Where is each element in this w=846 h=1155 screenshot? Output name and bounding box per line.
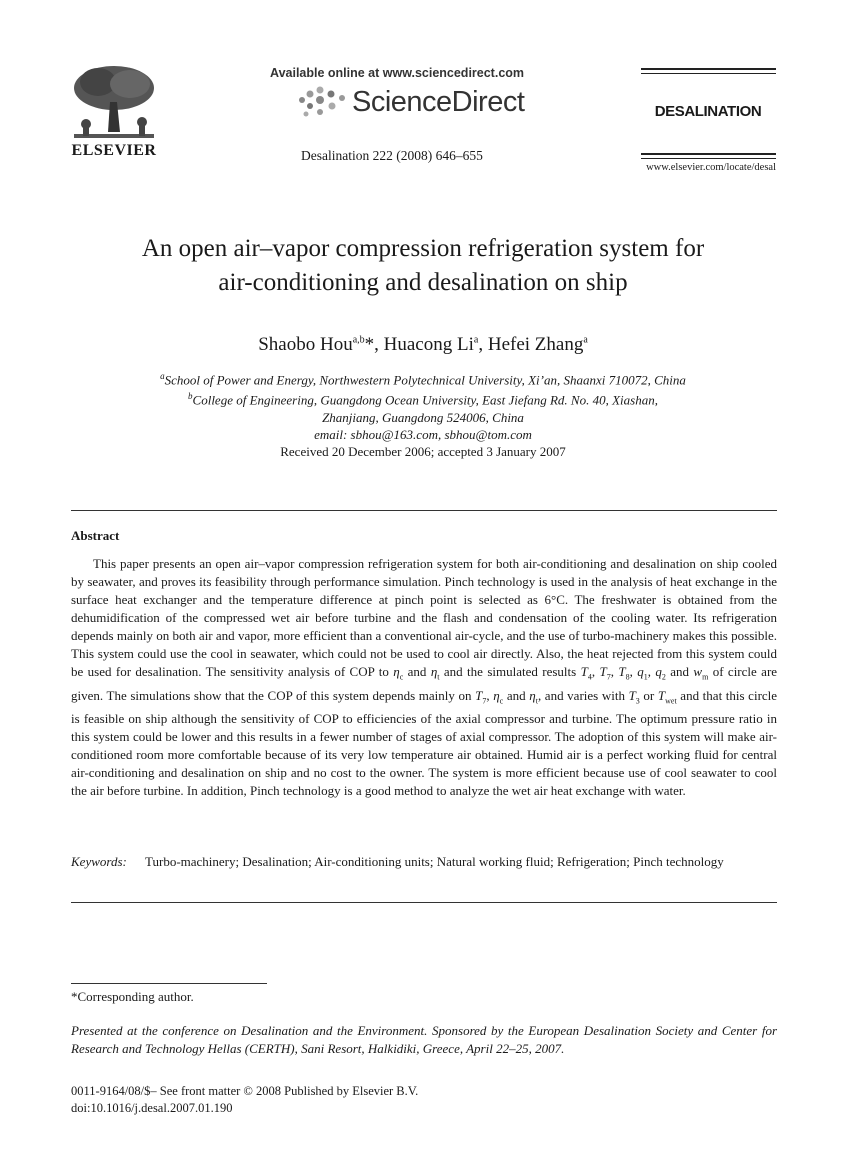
symbol: q bbox=[655, 664, 662, 679]
subscript: c bbox=[499, 696, 504, 706]
subscript: 1 bbox=[643, 672, 648, 682]
elsevier-tree-icon bbox=[64, 62, 164, 140]
affiliation-b-cont: Zhanjiang, Guangdong 524006, China bbox=[322, 409, 524, 425]
sciencedirect-wordmark: ScienceDirect bbox=[352, 86, 525, 118]
author-affil-sup: a bbox=[473, 334, 479, 346]
journal-rule-bottom bbox=[641, 153, 776, 155]
affil-b-sup: b bbox=[188, 391, 193, 402]
abstract-heading: Abstract bbox=[71, 528, 120, 543]
subscript: wet bbox=[665, 696, 677, 706]
title-line-1: An open air–vapor compression refrigeration system for bbox=[141, 235, 705, 262]
journal-url[interactable]: www.elsevier.com/locate/desal bbox=[646, 162, 776, 173]
symbol: q bbox=[637, 664, 644, 679]
keywords-label: Keywords: bbox=[71, 854, 127, 869]
author-name: Hefei Zhang bbox=[487, 334, 584, 355]
affiliation-b: College of Engineering, Guangdong Ocean University, East Jiefang Rd. No. 40, Xiashan, bbox=[192, 392, 658, 408]
elsevier-logo bbox=[64, 62, 164, 162]
symbol: T bbox=[580, 664, 588, 679]
subscript: 3 bbox=[635, 696, 640, 706]
journal-rule-top-thin bbox=[641, 73, 776, 74]
abstract-text: or bbox=[643, 687, 655, 703]
subscript: 4 bbox=[587, 672, 592, 682]
abstract-text: , and varies with bbox=[537, 687, 629, 703]
issn-block bbox=[71, 1083, 418, 1117]
doi-line[interactable]: doi:10.1016/j.desal.2007.01.190 bbox=[71, 1101, 233, 1115]
abstract-text: This paper presents an open air–vapor compression refrigeration system for both air-conditioning and desalination on ship cooled by seawater, and proves its feasibility through performance simulation. Pinch technology is used in the analysis of heat exchange in the surface heat exchanger and the temperature difference at pinch point is selected as 6°C. The freshwater is obtained from the dehumidification of the compressed wet air before turbine and the flash and condensation of the cooling water. Its refrigeration depends mainly on both air and vapor, more efficient than a conventional air-cycle, and the use of turbo-machinery makes this possible. This system could use the cool in seawater, which could not be used to cool air directly. Also, the heat rejected from this system could be used for desalination. The sensitivity analysis of COP to bbox=[71, 556, 777, 679]
abstract-text: and bbox=[407, 664, 427, 679]
journal-rule-top bbox=[641, 68, 776, 70]
subscript: t bbox=[535, 696, 538, 706]
subscript: m bbox=[702, 672, 709, 682]
symbol: T bbox=[475, 687, 483, 703]
publisher-name: ELSEVIER bbox=[71, 142, 157, 159]
symbol: T bbox=[599, 664, 607, 679]
symbol: w bbox=[693, 664, 703, 679]
journal-reference: Desalination 222 (2008) 646–655 bbox=[301, 148, 483, 163]
author-affil-sup: a bbox=[583, 334, 588, 346]
author-affil-sup: a,b bbox=[352, 334, 365, 346]
journal-name: DESALINATION bbox=[654, 103, 762, 120]
symbol: η bbox=[393, 664, 400, 679]
abstract-text: of circle are given. The simulations show that the COP of this system depends mainly on bbox=[71, 664, 778, 703]
title-line-2: air-conditioning and desalination on ship bbox=[218, 269, 628, 296]
email-line[interactable]: email: sbhou@163.com, sbhou@tom.com bbox=[314, 426, 532, 442]
abstract-text: and bbox=[670, 664, 690, 679]
keywords-text: Turbo-machinery; Desalination; Air-conditioning units; Natural working fluid; Refrigeration; Pinch technology bbox=[145, 854, 724, 869]
symbol: η bbox=[529, 687, 536, 703]
subscript: 8 bbox=[625, 672, 630, 682]
author-name: Shaobo Hou bbox=[258, 334, 353, 355]
divider-top bbox=[71, 510, 777, 511]
subscript: t bbox=[437, 672, 440, 682]
abstract-text: and the simulated results bbox=[439, 664, 581, 679]
subscript: c bbox=[399, 672, 404, 682]
affiliations bbox=[60, 368, 786, 443]
symbol: T bbox=[657, 687, 666, 703]
sciencedirect-logo bbox=[296, 84, 526, 126]
received-dates: Received 20 December 2006; accepted 3 January 2007 bbox=[280, 444, 566, 459]
symbol: T bbox=[628, 687, 636, 703]
abstract-body: This paper presents an open air–vapor compression refrigeration system for both air-conditioning and desalination on ship cooled by seawater, and proves its feasibility through performance simulation. Pinch technology is used in the analysis of heat exchange in the surface heat exchanger and the temperature difference at pinch point is selected as 6°C. The freshwater is obtained from the dehumidification of the compressed wet air before turbine and the flash and condensation of the cooling water. Its refrigeration depends mainly on both air and vapor, more efficient than a conventional air-cycle, and the use of turbo-machinery makes this possible. This system could use the cool in seawater, which could not be used to cool air directly. Also, the heat rejected from this system could be used for desalination. The sensitivity analysis of COP to $\eta_c$ and $\eta_t$ and the simulated results $T_4$, $T_7$, $T_8$, $q_1$, $q_2$ and $w_m$ of circle are given. The simulations show that the COP of this system depends mainly on $T_7$, $\eta_c$ and $\eta_t$, and varies with $T_3$ or $T_{wet}$ and that this circle is feasible on ship although the sensitivity of COP to efficiencies of the axial compressor and turbine. The optimum pressure ratio in this system could be lower and this results in a fewer number of stages of axial compressor. The adoption of this system will make air-conditioned room more comfortable because of its very low temperature air obtained. Humid air is a perfect working fluid for central air-conditioning and desalination on ship and no cost to the owner. The system is more efficient because use of cool seawater to cool the air before turbine. In addition, Pinch technology is a good method to analyze the wet air heat exchange with water. bbox=[71, 556, 778, 799]
author-name: Huacong Li bbox=[383, 334, 474, 355]
symbol: η bbox=[430, 664, 438, 679]
symbol: η bbox=[493, 687, 500, 703]
conference-note: Presented at the conference on Desalination and the Environment. Sponsored by the European Desalination Society and Center for Research and Technology Hellas (CERTH), Sani Resort, Halkidiki, Greece, April 22–25, 2007. bbox=[71, 1023, 777, 1056]
subscript: 2 bbox=[661, 672, 666, 682]
subscript: 7 bbox=[606, 672, 611, 682]
journal-rule-bottom-thin bbox=[641, 158, 776, 159]
issn-line: 0011-9164/08/$– See front matter © 2008 Published by Elsevier B.V. bbox=[71, 1084, 419, 1098]
divider-bottom bbox=[71, 902, 777, 903]
symbol: T bbox=[618, 664, 626, 679]
corresponding-author-note: *Corresponding author. bbox=[71, 989, 194, 1004]
corresponding-mark: * bbox=[364, 334, 375, 355]
available-online-text: Available online at www.sciencedirect.com bbox=[270, 66, 525, 80]
author-list: Shaobo Hou$^{a,b}$*, Huacong Li$^a$, Hefei Zhang$^a$ bbox=[258, 334, 588, 355]
affil-a-sup: a bbox=[160, 371, 165, 381]
subscript: 7 bbox=[482, 696, 487, 706]
paper-title bbox=[60, 232, 786, 300]
affiliation-a: School of Power and Energy, Northwestern Polytechnical University, Xi’an, Shaanxi 710072, China bbox=[164, 372, 686, 388]
footnote-rule bbox=[71, 983, 267, 984]
abstract-text: and that this circle is feasible on ship although the sensitivity of COP to efficiencies of the axial compressor and turbine. The optimum pressure ratio in this system could be lower and this results in a fewer number of stages of axial compressor. The adoption of this system will make air-conditioned room more comfortable because of its very low temperature air obtained. Humid air is a perfect working fluid for central air-conditioning and desalination on ship and no cost to the owner. The system is more efficient because use of cool seawater to cool the air before turbine. In addition, Pinch technology is a good method to analyze the wet air heat exchange with water. bbox=[71, 687, 778, 799]
abstract-text: and bbox=[506, 687, 526, 703]
sciencedirect-dots-icon bbox=[296, 84, 350, 124]
